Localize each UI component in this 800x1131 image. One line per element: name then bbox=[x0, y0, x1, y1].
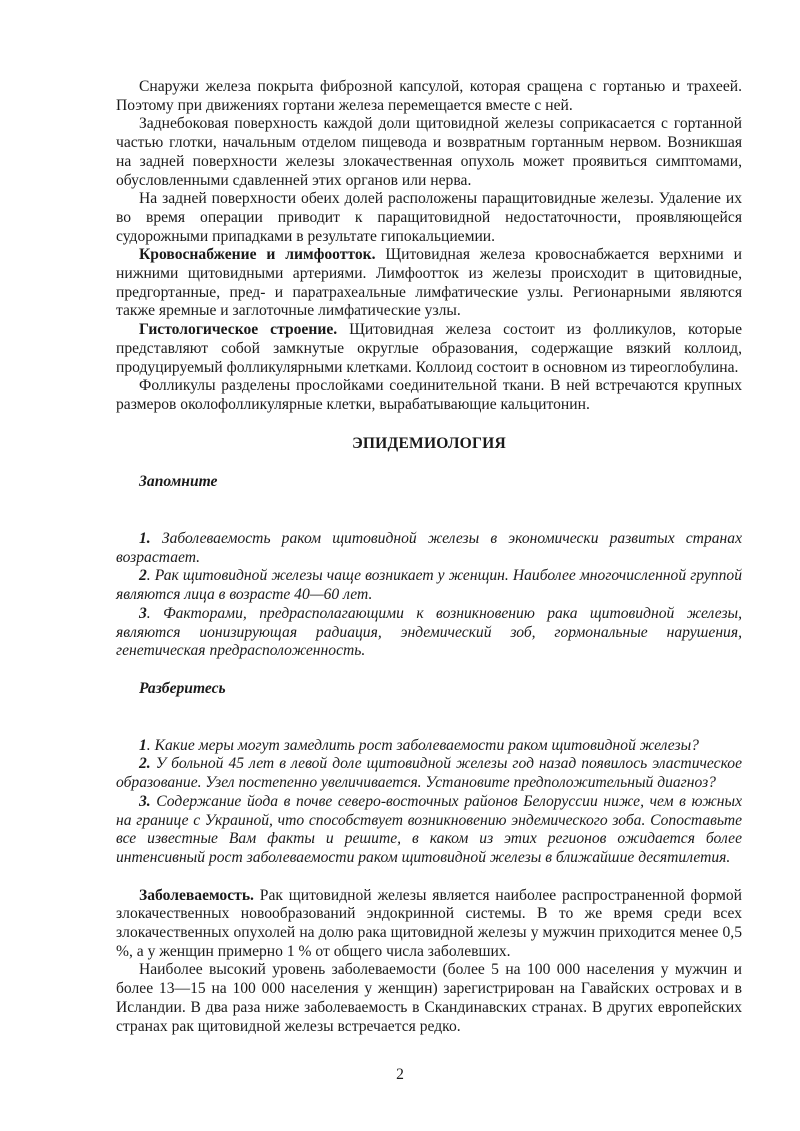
page-content bbox=[116, 78, 742, 1036]
page-number: 2 bbox=[396, 1066, 404, 1083]
remember-item-2-number: 2 bbox=[139, 567, 147, 585]
question-item-3-number: 3. bbox=[139, 792, 151, 810]
question-item-1-text: . Какие меры могут замедлить рост заболеваемости раком щитовидной железы? bbox=[146, 736, 699, 754]
remember-item-1-number: 1. bbox=[139, 530, 151, 548]
spacer bbox=[116, 718, 742, 737]
blood-supply-title: Кровоснабжение и лимфоотток. bbox=[139, 246, 376, 264]
histology-title: Гистологическое строение. bbox=[139, 321, 338, 339]
blood-supply-text: Щитовидная железа кровоснабжается верхними и нижними щитовидными артериями. Лимфоотток из железы происходит в щитовидные, предгортанные, пред- и паратрахеальные лимфатические узлы. Регионарными являются также яремные и заглоточные лимфатические узлы. bbox=[116, 246, 742, 320]
incidence-title: Заболеваемость. bbox=[139, 886, 254, 904]
remember-item-2 bbox=[116, 567, 742, 604]
paragraph-incidence bbox=[116, 887, 742, 962]
paragraph-follicles: Фолликулы разделены прослойками соединительной ткани. В ней встречаются крупных размеров околофолликулярные клетки, вырабатывающие кальцитонин. bbox=[116, 377, 742, 413]
question-item-2 bbox=[116, 755, 742, 792]
question-item-1-number: 1 bbox=[139, 736, 147, 754]
paragraph-histology bbox=[116, 321, 742, 377]
paragraph-highest-incidence: Наиболее высокий уровень заболеваемости (более 5 на 100 000 населения у мужчин и более 13—15 на 100 000 населения у женщин) зарегистрирован на Гавайских островах и в Исландии. В два раза ниже заболеваемость в Скандинавских странах. В других европейских странах рак щитовидной железы встречается редко. bbox=[116, 961, 742, 1035]
question-item-2-text: У больной 45 лет в левой доле щитовидной железы год назад появилось эластическое образование. Узел постепенно увеличивается. Установите предположительный диагноз? bbox=[116, 755, 742, 792]
spacer bbox=[116, 661, 742, 680]
paragraph-capsule: Снаружи железа покрыта фиброзной капсулой, которая сращена с гортанью и трахеей. Поэтому при движениях гортани железа перемещается вместе с ней. bbox=[116, 78, 742, 114]
remember-item-3-number: 3 bbox=[139, 604, 147, 622]
question-item-3 bbox=[116, 793, 742, 868]
question-item-3-text: Содержание йода в почве северо-восточных районов Белоруссии ниже, чем в южных на границе с Украиной, что способствует возникновению эндемического зоба. Сопоставьте все известные Вам факты и решите, в каком из этих регионов ожидается более интенсивный рост заболеваемости раком щитовидной железы в ближайшие десятилетия. bbox=[116, 792, 742, 866]
remember-item-1 bbox=[116, 530, 742, 567]
spacer bbox=[116, 868, 742, 887]
paragraph-posterior-surface: Заднебоковая поверхность каждой доли щитовидной железы соприкасается с гортанной частью глотки, начальным отделом пищевода и возвратным гортанным нервом. Возникшая на задней поверхности железы злокачественная опухоль может проявиться симптомами, обусловленными сдавленней этих органов или нерва. bbox=[116, 115, 742, 189]
question-item-2-number: 2. bbox=[139, 755, 151, 773]
remember-item-2-text: . Рак щитовидной железы чаще возникает у женщин. Наиболее многочисленной группой являются лица в возрасте 40—60 лет. bbox=[116, 567, 742, 604]
paragraph-blood-supply bbox=[116, 246, 742, 321]
question-item-1 bbox=[116, 737, 742, 756]
remember-item-3-text: . Факторами, предрасполагающими к возникновению рака щитовидной железы, являются ионизирующая радиация, эндемический зоб, гормональные нарушения, генетическая предрасположенность. bbox=[116, 604, 742, 660]
remember-heading: Запомните bbox=[139, 473, 218, 491]
incidence-text: Рак щитовидной железы является наиболее распространенной формой злокачественных новообразований эндокринной системы. В то же время среди всех злокачественных опухолей на долю рака щитовидной железы у мужчин приходится менее 0,5 %, а у женщин примерно 1 % от общего числа заболевших. bbox=[116, 886, 742, 960]
paragraph-parathyroid: На задней поверхности обеих долей расположены паращитовидные железы. Удаление их во время операции приводит к паращитовидной недостаточности, проявляющейся судорожными припадками в результате гипокальциемии. bbox=[116, 190, 742, 245]
histology-text: Щитовидная железа состоит из фолликулов, которые представляют собой замкнутые округлые образования, содержащие вязкий коллоид, продуцируемый фолликулярными клетками. Коллоид состоит в основном из тиреоглобулина. bbox=[116, 321, 742, 376]
remember-item-3 bbox=[116, 605, 742, 661]
figure-out-heading: Разберитесь bbox=[139, 679, 226, 697]
section-heading: ЭПИДЕМИОЛОГИЯ bbox=[352, 434, 506, 452]
remember-item-1-text: Заболеваемость раком щитовидной железы в экономически развитых странах возрастает. bbox=[116, 530, 742, 566]
spacer bbox=[116, 511, 742, 530]
